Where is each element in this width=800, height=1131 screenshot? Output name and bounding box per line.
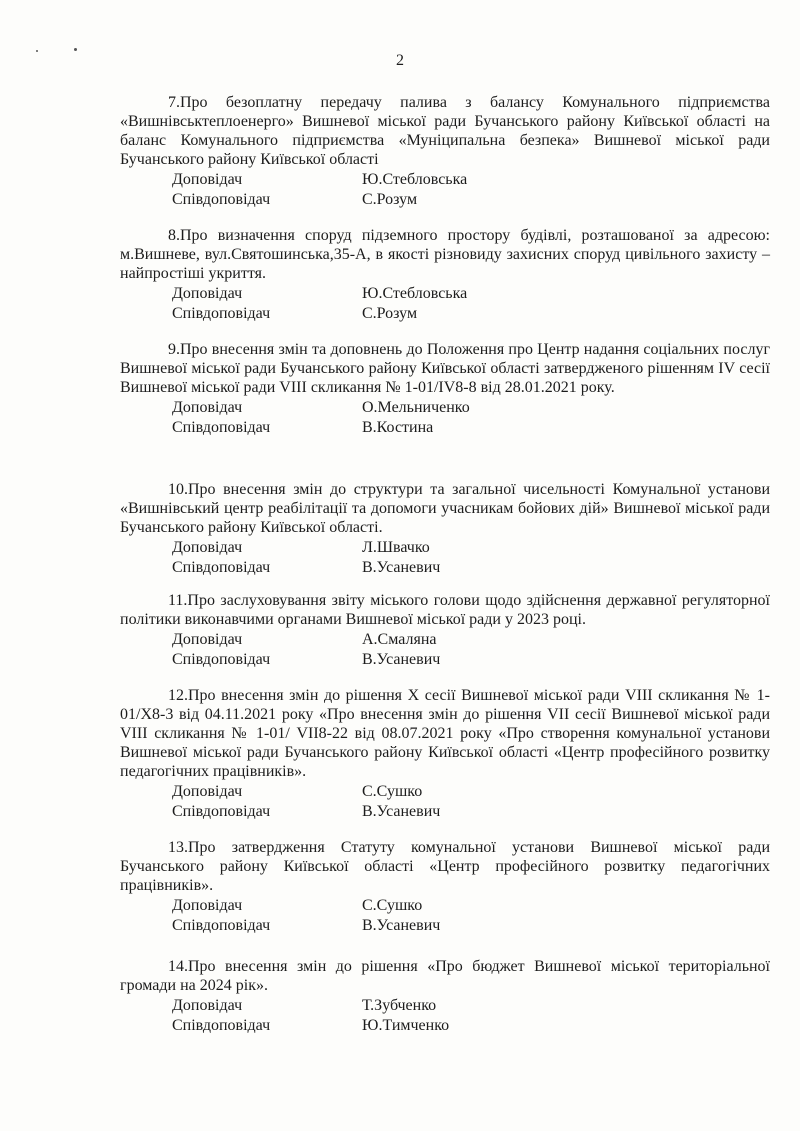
co-speaker-row bbox=[120, 802, 770, 822]
agenda-item-9 bbox=[120, 340, 770, 438]
co-speaker-name: В.Усаневич bbox=[362, 803, 441, 820]
co-speaker-label: Співдоповідач bbox=[172, 1017, 271, 1034]
co-speaker-name: С.Розум bbox=[362, 191, 418, 208]
item-roles bbox=[120, 538, 770, 578]
speaker-row bbox=[120, 630, 770, 650]
co-speaker-label: Співдоповідач bbox=[172, 419, 271, 436]
agenda-item-13 bbox=[120, 838, 770, 936]
agenda-item-text: 14.Про внесення змін до рішення «Про бюджет Вишневої міської територіальної громади на 2024 рік». bbox=[120, 958, 770, 994]
speaker-name: О.Мельниченко bbox=[362, 399, 470, 416]
agenda-item-12 bbox=[120, 686, 770, 822]
item-roles bbox=[120, 782, 770, 822]
speaker-name: Т.Зубченко bbox=[362, 997, 437, 1014]
co-speaker-row bbox=[120, 1016, 770, 1036]
agenda-item-text: 10.Про внесення змін до структури та загальної чисельності Комунальної установи «Вишнівський центр реабілітації та допомоги учасникам бойових дій» Вишневої міської ради Бучанського району Київської області. bbox=[120, 481, 770, 536]
co-speaker-row bbox=[120, 418, 770, 438]
speaker-name: Ю.Стебловська bbox=[362, 285, 468, 302]
agenda-item-text: 12.Про внесення змін до рішення X сесії Вишневої міської ради VIII скликання № 1-01/X8-3 від 04.11.2021 року «Про внесення змін до рішення VII сесії Вишневої міської ради VIII скликання № 1-01/ VII8-22 від 08.07.2021 року «Про створення комунальної установи Вишневої міської ради Бучанського району Київської області «Центр професійного розвитку педагогічних працівників». bbox=[120, 687, 770, 780]
scan-speck bbox=[74, 48, 77, 51]
speaker-label: Доповідач bbox=[172, 631, 243, 648]
speaker-row bbox=[120, 538, 770, 558]
speaker-name: Ю.Стебловська bbox=[362, 171, 468, 188]
co-speaker-name: С.Розум bbox=[362, 305, 418, 322]
co-speaker-row bbox=[120, 650, 770, 670]
agenda-item-text: 7.Про безоплатну передачу палива з балансу Комунального підприємства «Вишнівськтеплоенерго» Вишневої міської ради Бучанського району Київської області на баланс Комунального підприємства «Муніципальна безпека» Вишневої міської ради Бучанського району Київської області bbox=[120, 94, 770, 168]
speaker-row bbox=[120, 398, 770, 418]
agenda-item-text: 13.Про затвердження Статуту комунальної установи Вишневої міської ради Бучанського району Київської області «Центр професійного розвитку педагогічних працівників». bbox=[120, 839, 770, 894]
speaker-name: С.Сушко bbox=[362, 783, 423, 800]
agenda-item-text: 9.Про внесення змін та доповнень до Положення про Центр надання соціальних послуг Вишневої міської ради Бучанського району Київської області затвердженого рішенням IV сесії Вишневої міської ради VIII скликання № 1-01/IV8-8 від 28.01.2021 року. bbox=[120, 341, 770, 396]
item-roles bbox=[120, 896, 770, 936]
speaker-name: Л.Швачко bbox=[362, 539, 430, 556]
co-speaker-label: Співдоповідач bbox=[172, 651, 271, 668]
speaker-label: Доповідач bbox=[172, 539, 243, 556]
co-speaker-name: В.Усаневич bbox=[362, 651, 441, 668]
speaker-row bbox=[120, 896, 770, 916]
co-speaker-row bbox=[120, 304, 770, 324]
speaker-label: Доповідач bbox=[172, 399, 243, 416]
speaker-row bbox=[120, 284, 770, 304]
co-speaker-row bbox=[120, 558, 770, 578]
item-roles bbox=[120, 284, 770, 324]
speaker-name: А.Смаляна bbox=[362, 631, 437, 648]
speaker-row bbox=[120, 996, 770, 1016]
co-speaker-row bbox=[120, 916, 770, 936]
agenda-item-text: 11.Про заслуховування звіту міського голови щодо здійснення державної регуляторної політики виконавчими органами Вишневої міської ради у 2023 році. bbox=[120, 592, 770, 628]
speaker-label: Доповідач bbox=[172, 171, 243, 188]
co-speaker-label: Співдоповідач bbox=[172, 559, 271, 576]
agenda-item-7 bbox=[120, 93, 770, 210]
agenda-item-14 bbox=[120, 957, 770, 1036]
speaker-label: Доповідач bbox=[172, 997, 243, 1014]
co-speaker-name: Ю.Тимченко bbox=[362, 1017, 450, 1034]
speaker-label: Доповідач bbox=[172, 783, 243, 800]
speaker-row bbox=[120, 170, 770, 190]
speaker-label: Доповідач bbox=[172, 285, 243, 302]
item-roles bbox=[120, 996, 770, 1036]
item-roles bbox=[120, 630, 770, 670]
item-roles bbox=[120, 398, 770, 438]
agenda-item-10 bbox=[120, 480, 770, 578]
agenda-item-11 bbox=[120, 591, 770, 670]
co-speaker-row bbox=[120, 190, 770, 210]
co-speaker-label: Співдоповідач bbox=[172, 803, 271, 820]
co-speaker-name: В.Усаневич bbox=[362, 917, 441, 934]
co-speaker-name: В.Костина bbox=[362, 419, 434, 436]
item-roles bbox=[120, 170, 770, 210]
speaker-name: С.Сушко bbox=[362, 897, 423, 914]
speaker-row bbox=[120, 782, 770, 802]
agenda-item-8 bbox=[120, 226, 770, 324]
agenda-item-text: 8.Про визначення споруд підземного простору будівлі, розташованої за адресою: м.Вишневе, вул.Святошинська,35-А, в якості різновиду захисних споруд цивільного захисту – найпростіші укриття. bbox=[120, 227, 770, 282]
speaker-label: Доповідач bbox=[172, 897, 243, 914]
co-speaker-label: Співдоповідач bbox=[172, 305, 271, 322]
co-speaker-label: Співдоповідач bbox=[172, 191, 271, 208]
co-speaker-label: Співдоповідач bbox=[172, 917, 271, 934]
co-speaker-name: В.Усаневич bbox=[362, 559, 441, 576]
page-number: 2 bbox=[396, 52, 404, 69]
